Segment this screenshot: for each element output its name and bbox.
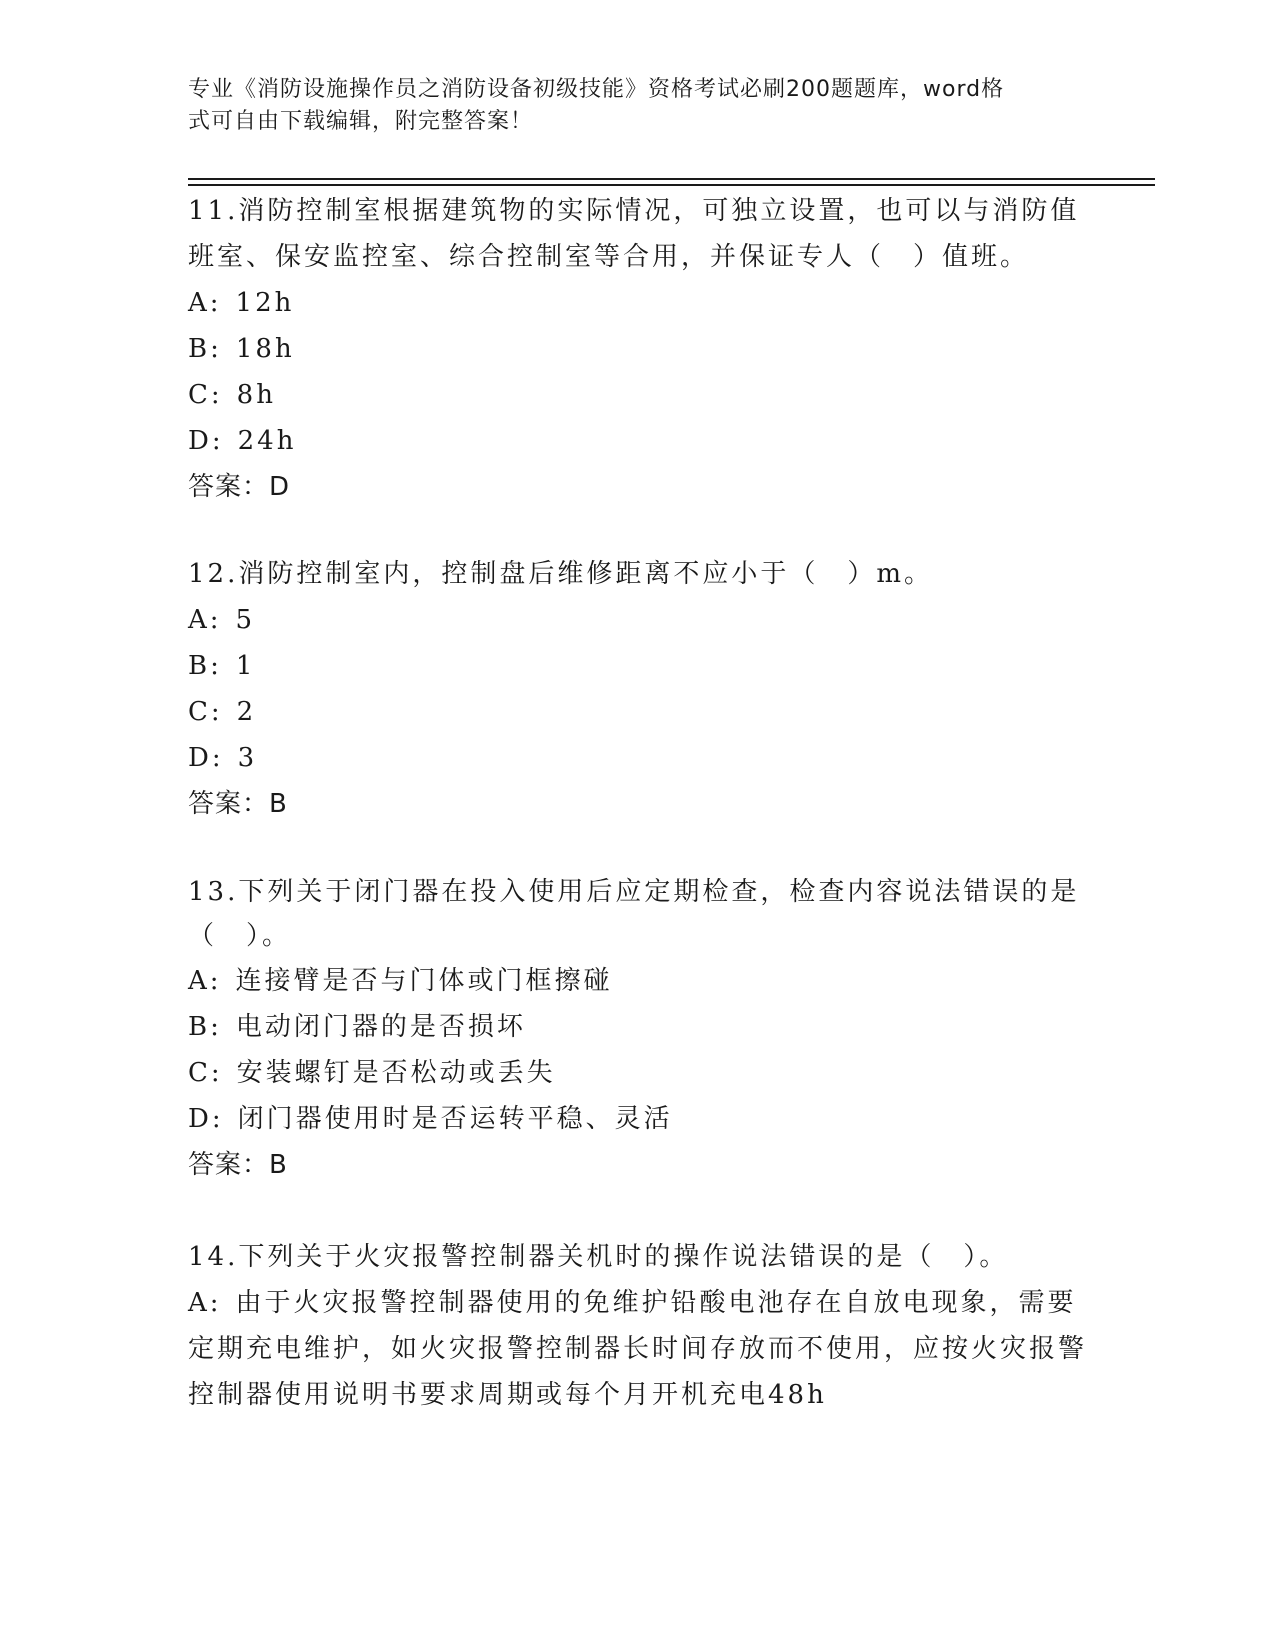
option-d <box>188 1096 1088 1142</box>
document-header <box>188 74 1068 138</box>
option-letter: C: <box>188 697 223 727</box>
header-line-2: 式可自由下载编辑，附完整答案！ <box>188 109 534 134</box>
option-text: 18h <box>235 334 295 364</box>
option-letter: A: <box>188 966 222 996</box>
answer-line: 答案：D <box>188 472 291 502</box>
answer-line: 答案：B <box>188 1150 288 1180</box>
option-d <box>188 735 1088 781</box>
question-12 <box>188 551 1088 827</box>
question-stem: 11.消防控制室根据建筑物的实际情况，可独立设置，也可以与消防值班室、保安监控室、综合控制室等合用，并保证专人（ ）值班。 <box>188 196 1080 272</box>
option-letter: D: <box>188 426 224 456</box>
option-text: 24h <box>237 426 297 456</box>
option-letter: C: <box>188 1058 223 1088</box>
option-text: 连接臂是否与门体或门框擦碰 <box>235 966 613 996</box>
header-line-1: 专业《消防设施操作员之消防设备初级技能》资格考试必刷200题题库，word格 <box>188 77 1005 102</box>
answer-line: 答案：B <box>188 789 288 819</box>
option-letter: A: <box>188 605 222 635</box>
option-text: 电动闭门器的是否损坏 <box>235 1012 526 1042</box>
option-d <box>188 418 1088 464</box>
question-stem: 13.下列关于闭门器在投入使用后应定期检查，检查内容说法错误的是（ ）。 <box>188 877 1080 951</box>
option-letter: B: <box>188 651 222 681</box>
option-text: 3 <box>237 743 258 773</box>
option-text: 安装螺钉是否松动或丢失 <box>236 1058 556 1088</box>
option-text: 1 <box>235 651 256 681</box>
option-a <box>188 958 1088 1004</box>
option-a <box>188 280 1088 326</box>
question-11 <box>188 188 1088 510</box>
option-a <box>188 597 1088 643</box>
option-text: 5 <box>235 605 256 635</box>
option-c <box>188 1050 1088 1096</box>
question-14 <box>188 1234 1088 1418</box>
option-b <box>188 643 1088 689</box>
option-letter: A: <box>188 1288 222 1318</box>
option-c <box>188 372 1088 418</box>
question-stem: 14.下列关于火灾报警控制器关机时的操作说法错误的是（ ）。 <box>188 1242 1009 1272</box>
header-divider-bottom <box>188 184 1155 186</box>
option-letter: C: <box>188 380 223 410</box>
option-b <box>188 1004 1088 1050</box>
option-letter: A: <box>188 288 222 318</box>
option-b <box>188 326 1088 372</box>
option-letter: B: <box>188 1012 222 1042</box>
option-letter: D: <box>188 1104 224 1134</box>
option-text: 由于火灾报警控制器使用的免维护铅酸电池存在自放电现象，需要定期充电维护，如火灾报警控制器长时间存放而不使用，应按火灾报警控制器使用说明书要求周期或每个月开机充电48h <box>188 1288 1088 1410</box>
option-letter: D: <box>188 743 224 773</box>
question-stem: 12.消防控制室内，控制盘后维修距离不应小于（ ）m。 <box>188 559 934 589</box>
option-text: 8h <box>236 380 276 410</box>
option-text: 2 <box>236 697 257 727</box>
option-letter: B: <box>188 334 222 364</box>
option-a <box>188 1280 1088 1418</box>
option-text: 12h <box>235 288 295 318</box>
option-c <box>188 689 1088 735</box>
option-text: 闭门器使用时是否运转平稳、灵活 <box>237 1104 673 1134</box>
header-divider-top <box>188 178 1155 180</box>
question-13 <box>188 870 1088 1188</box>
